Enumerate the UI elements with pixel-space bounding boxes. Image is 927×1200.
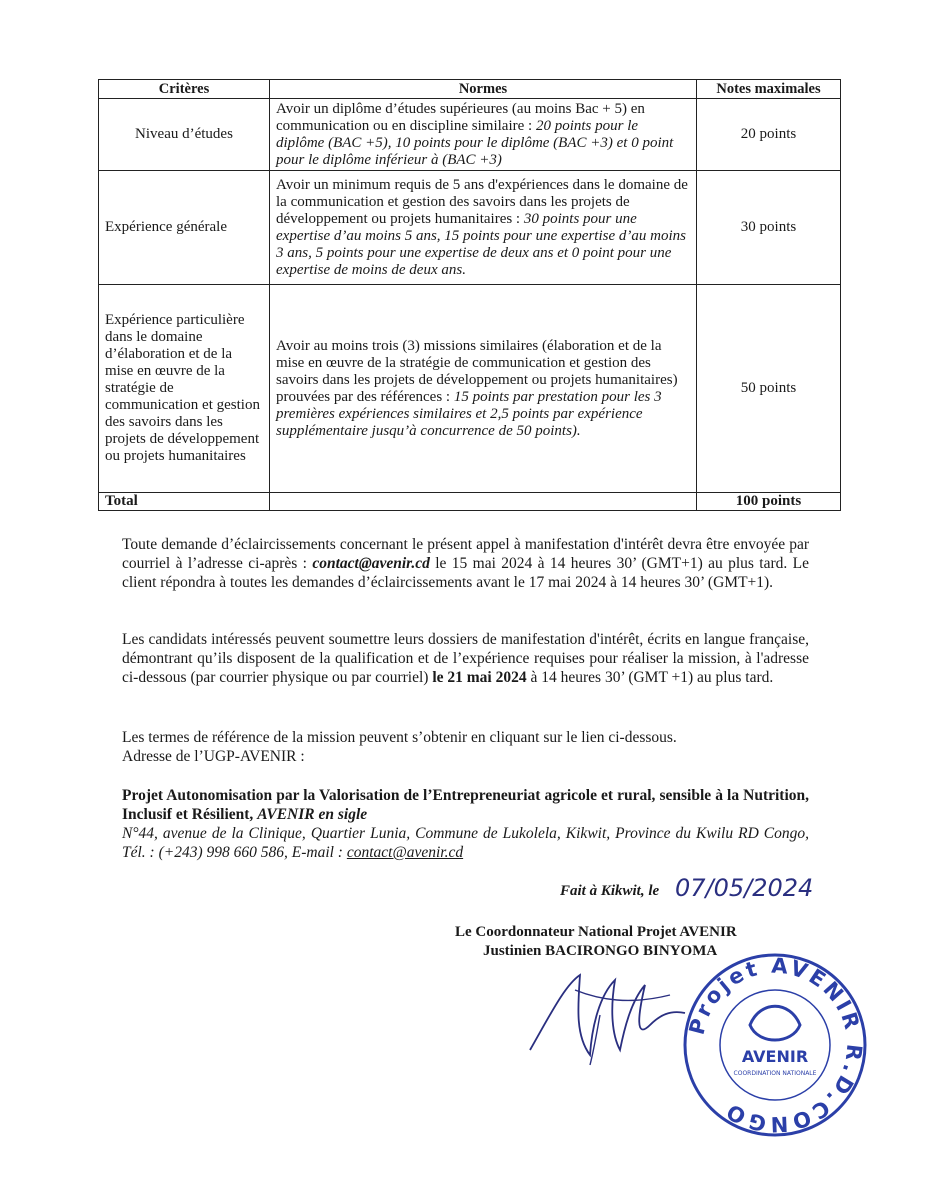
terms-text: Les termes de référence de la mission peuvent s’obtenir en cliquant sur le lien ci-dessous. <box>122 729 677 746</box>
norm-cell <box>270 285 697 493</box>
norm-scoring-text: 30 points pour une expertise d’au moins 5 ans, 15 points pour une expertise d’au moins 3 ans, 5 points pour une expertise de deux ans et 0 point pour une expertise de moins de deux ans. <box>276 210 686 278</box>
norm-text: Avoir un minimum requis de 5 ans d'expériences dans le domaine de la communication et gestion des savoirs dans les projets de développement ou projets humanitaires : <box>276 176 688 227</box>
header-norms: Normes <box>270 80 697 99</box>
total-label: Total <box>99 493 270 511</box>
table-header-row <box>99 80 841 99</box>
address-block <box>122 786 809 862</box>
table-row <box>99 171 841 285</box>
project-name: Projet Autonomisation par la Valorisation de l’Entrepreneuriat agricole et rural, sensible à la Nutrition, Inclusif et Résilient, <box>122 787 809 823</box>
norm-text: Avoir un diplôme d’études supérieures (au moins Bac + 5) en communication ou en discipline similaire : <box>276 100 645 134</box>
official-stamp <box>680 950 870 1140</box>
points-cell: 30 points <box>697 171 841 285</box>
project-acronym: AVENIR en sigle <box>257 806 368 823</box>
stamp-logo-emblem <box>750 1006 800 1040</box>
address-details: N°44, avenue de la Clinique, Quartier Lunia, Commune de Lukolela, Kikwit, Province du Kwilu RD Congo, Tél. : (+243) 998 660 586, E-mail : <box>122 825 809 861</box>
place-date-line <box>560 883 659 900</box>
place-label: Fait à Kikwit, le <box>560 883 660 899</box>
table-row <box>99 285 841 493</box>
para2-text: Les candidats intéressés peuvent soumettre leurs dossiers de manifestation d'intérêt, écrits en langue française, démontrant qu’ils disposent de la qualification et de l’expérience requises pour réaliser la mission, à l'adresse ci-dessous (par courrier physique ou par courriel) <box>122 631 809 686</box>
evaluation-criteria-table <box>98 79 841 511</box>
header-criteria: Critères <box>99 80 270 99</box>
coordinator-name: Justinien BACIRONGO BINYOMA <box>483 943 718 959</box>
total-empty-cell <box>270 493 697 511</box>
para1-text: Toute demande d’éclaircissements concernant le présent appel à manifestation d'intérêt devra être envoyée par courriel à l’adresse ci-après : <box>122 536 809 572</box>
deadline-date: le 21 mai 2024 <box>432 669 527 686</box>
coordinator-title: Le Coordonnateur National Projet AVENIR <box>455 924 737 940</box>
clarification-email[interactable]: contact@avenir.cd <box>312 555 430 572</box>
norm-scoring-text: 20 points pour le diplôme (BAC +5), 10 points pour le diplôme (BAC +3) et 0 point pour le diplôme inférieur à (BAC +3) <box>276 117 674 168</box>
terms-paragraph <box>122 728 809 766</box>
stamp-small-text: COORDINATION NATIONALE <box>733 1070 817 1077</box>
criterion-cell: Expérience particulière dans le domaine d’élaboration et de la mise en œuvre de la stratégie de communication et gestion des savoirs dans les projets de développement ou projets humanitaires <box>99 285 270 493</box>
norm-scoring-text: 15 points par prestation pour les 3 premières expériences similaires et 2,5 points par expérience supplémentaire jusqu’à concurrence de 50 points). <box>276 388 662 439</box>
points-cell: 20 points <box>697 99 841 171</box>
header-max-points: Notes maximales <box>697 80 841 99</box>
points-cell: 50 points <box>697 285 841 493</box>
norm-cell <box>270 171 697 285</box>
stamp-ring-text: Projet AVENIR R.D.CONGO <box>684 953 867 1137</box>
handwritten-date: 07/05/2024 <box>675 874 814 902</box>
criterion-cell: Niveau d’études <box>99 99 270 171</box>
norm-cell <box>270 99 697 171</box>
para2-text-end: à 14 heures 30’ (GMT +1) au plus tard. <box>526 669 774 686</box>
norm-text: Avoir au moins trois (3) missions similaires (élaboration et de la mise en œuvre de la stratégie de communication et gestion des savoirs dans les projets de développement ou projets humanitaires) prouvées par des références : <box>276 337 678 405</box>
para1-text-end: le 15 mai 2024 à 14 heures 30’ (GMT+1) au plus tard. Le client répondra à toutes les demandes d’éclaircissements avant le 17 mai 2024 à 14 heures 30’ (GMT+1). <box>122 555 809 591</box>
stamp-center-text: AVENIR <box>741 1047 809 1066</box>
total-row <box>99 493 841 511</box>
address-email-link[interactable]: contact@avenir.cd <box>346 844 464 861</box>
ugp-address-label: Adresse de l’UGP-AVENIR : <box>122 748 305 765</box>
clarification-paragraph <box>122 535 809 592</box>
total-points: 100 points <box>697 493 841 511</box>
submission-paragraph <box>122 630 809 687</box>
table-row <box>99 99 841 171</box>
criterion-cell: Expérience générale <box>99 171 270 285</box>
